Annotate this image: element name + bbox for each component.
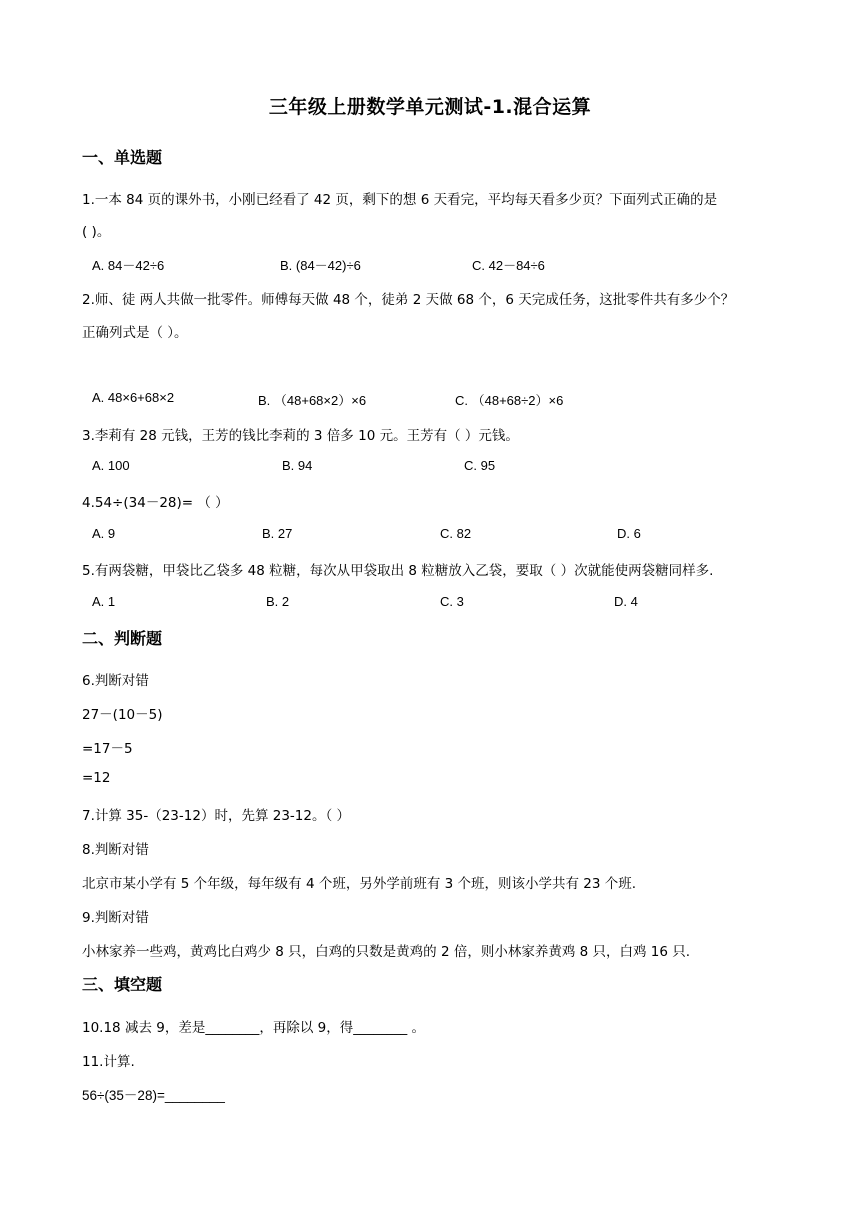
question-6-line-3: =12 (82, 770, 111, 786)
question-5-option-c: C. 3 (440, 594, 464, 609)
question-4-option-d: D. 6 (617, 526, 641, 541)
question-5-option-a: A. 1 (92, 594, 116, 609)
question-4-stem: 4.54÷(34－28)= （ ） (82, 495, 229, 511)
section-heading-fill-blank: 三、填空题 (82, 975, 163, 994)
question-3-stem: 3.李莉有 28 元钱，王芳的钱比李莉的 3 倍多 10 元。王芳有（ ）元钱。 (82, 428, 519, 444)
question-1-stem-continued: ( )。 (82, 224, 111, 240)
question-3-option-c: C. 95 (464, 458, 496, 473)
question-3-option-a: A. 100 (92, 458, 130, 473)
question-2-option-c: C. （48+68÷2）×6 (455, 393, 564, 408)
question-1-stem: 1.一本 84 页的课外书，小刚已经看了 42 页，剩下的想 6 天看完，平均每天看多少页？下面列式正确的是 (82, 192, 718, 208)
question-2-stem: 2.师、徒 两人共做一批零件。师傅每天做 48 个，徒弟 2 天做 68 个，6 天完成任务，这批零件共有多少个？ (82, 292, 735, 308)
question-7-stem: 7.计算 35-（23-12）时，先算 23-12。（ ） (82, 808, 351, 824)
section-heading-single-choice: 一、单选题 (82, 148, 163, 167)
question-5-option-b: B. 2 (266, 594, 290, 609)
question-9-label: 9.判断对错 (82, 910, 149, 926)
question-8-stem: 北京市某小学有 5 个年级，每年级有 4 个班，另外学前班有 3 个班，则该小学共有 23 个班. (82, 876, 637, 892)
question-11-label: 11.计算. (82, 1054, 135, 1070)
question-1-option-c: C. 42－84÷6 (472, 258, 545, 273)
question-11-expression: 56÷(35－28)=________ (82, 1088, 225, 1103)
page-title: 三年级上册数学单元测试-1.混合运算 (268, 96, 592, 118)
question-10-stem: 10.18 减去 9，差是________，再除以 9，得________ 。 (82, 1020, 425, 1036)
question-6-label: 6.判断对错 (82, 673, 149, 689)
question-9-stem: 小林家养一些鸡，黄鸡比白鸡少 8 只，白鸡的只数是黄鸡的 2 倍，则小林家养黄鸡 8 只，白鸡 16 只. (82, 944, 691, 960)
question-3-option-b: B. 94 (282, 458, 313, 473)
question-6-line-2: =17－5 (82, 741, 133, 757)
question-5-option-d: D. 4 (614, 594, 638, 609)
question-4-option-c: C. 82 (440, 526, 472, 541)
question-4-option-b: B. 27 (262, 526, 293, 541)
question-1-option-b: B. (84－42)÷6 (280, 258, 361, 273)
question-6-line-1: 27－(10－5) (82, 707, 163, 723)
question-2-option-a: A. 48×6+68×2 (92, 390, 175, 405)
question-1-option-a: A. 84－42÷6 (92, 258, 165, 273)
section-heading-true-false: 二、判断题 (82, 629, 163, 648)
question-4-option-a: A. 9 (92, 526, 116, 541)
question-2-stem-continued: 正确列式是（ ）。 (82, 325, 188, 341)
question-2-option-b: B. （48+68×2）×6 (258, 393, 367, 408)
question-8-label: 8.判断对错 (82, 842, 149, 858)
question-5-stem: 5.有两袋糖，甲袋比乙袋多 48 粒糖，每次从甲袋取出 8 粒糖放入乙袋，要取（ ）次就能使两袋糖同样多. (82, 563, 714, 579)
